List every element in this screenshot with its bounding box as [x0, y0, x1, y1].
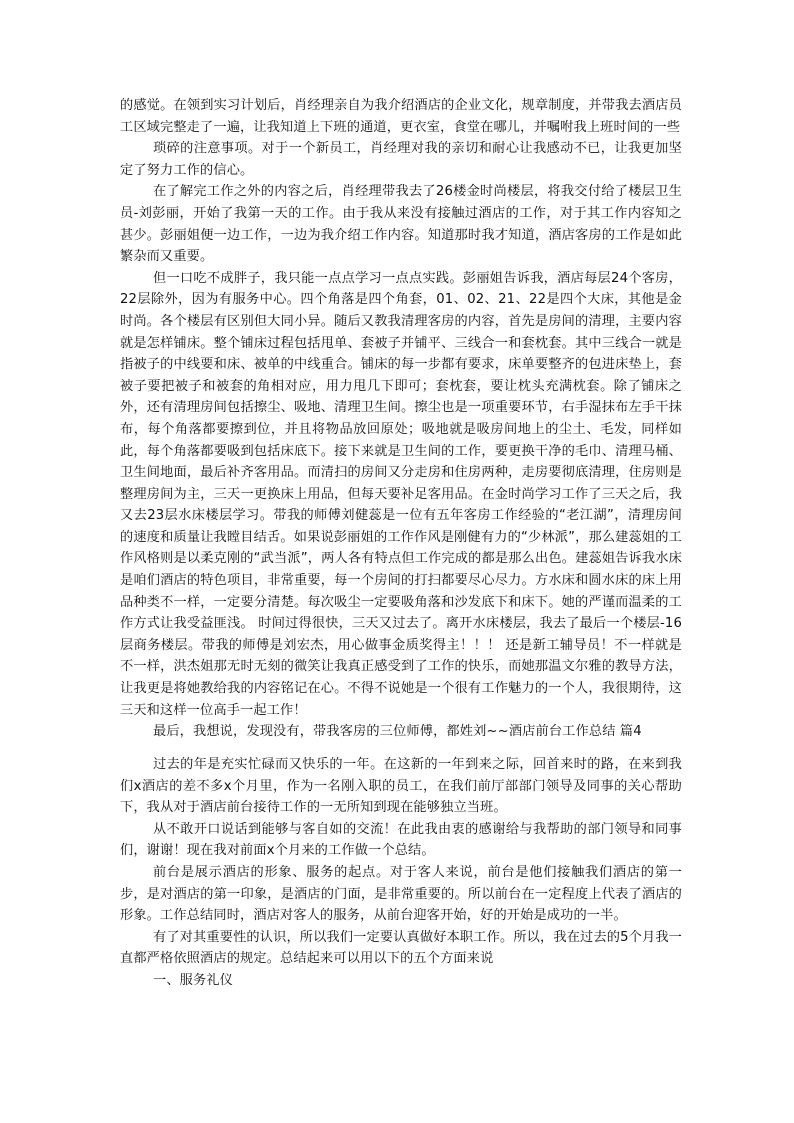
section-two — [120, 754, 682, 992]
section-heading: 一、服务礼仪 — [153, 972, 234, 988]
paragraph: 有了对其重要性的认识，所以我们一定要认真做好本职工作。所以，我在过去的5个月我一直都严格依照酒店的规定。总结起来可以用以下的五个方面来说 — [120, 929, 682, 967]
paragraph: 在了解完工作之外的内容之后，肖经理带我去了26楼金时尚楼层，将我交付给了楼层卫生员-刘彭丽，开始了我第一天的工作。由于我从来没有接触过酒店的工作，对于其工作内容知之甚少。彭丽姐便一边工作，一边为我介绍工作内容。知道那时我才知道，酒店客房的工作是如此繁杂而又重要。 — [120, 184, 682, 265]
paragraph: 从不敢开口说话到能够与客自如的交流！在此我由衷的感谢给与我帮助的部门领导和同事们，谢谢！现在我对前面x个月来的工作做一个总结。 — [120, 821, 682, 859]
paragraph: 前台是展示酒店的形象、服务的起点。对于客人来说，前台是他们接触我们酒店的第一步，是对酒店的第一印象，是酒店的门面，是非常重要的。所以前台在一定程度上代表了酒店的形象。工作总结同时，酒店对客人的服务，从前台迎客开始，好的开始是成功的一半。 — [120, 864, 682, 924]
paragraph: 过去的年是充实忙碌而又快乐的一年。在这新的一年到来之际，回首来时的路，在来到我们x酒店的差不多x个月里，作为一名刚入职的员工，在我们前厅部部门领导及同事的关心帮助下，我从对于酒店前台接待工作的一无所知到现在能够独立当班。 — [120, 757, 682, 816]
paragraph: 但一口吃不成胖子，我只能一点点学习一点点实践。彭丽姐告诉我，酒店每层24个客房，22层除外，因为有服务中心。四个角落是四个角套，01、02、21、22是四个大床，其他是金时尚。各个楼层有区别但大同小异。随后又教我清理客房的内容，首先是房间的清理，主要内容就是怎样铺床。整个铺床过程包括甩单、套被子并铺平、三线合一和套枕套。其中三线合一就是指被子的中线要和床、被单的中线重合。铺床的每一步都有要求，床单要整齐的包进床垫上，套被子要把被子和被套的角相对应，用力甩几下即可；套枕套，要让枕头充满枕套。除了铺床之外，还有清理房间包括擦尘、吸地、清理卫生间。擦尘也是一项重要环节，右手湿抹布左手干抹布，每个角落都要擦到位，并且将物品放回原处；吸地就是吸房间地上的尘土、毛发，同样如此，每个角落都要吸到包括床底下。接下来就是卫生间的工作，要更换干净的毛巾、清理马桶、卫生间地面，最后补齐客用品。而清扫的房间又分走房和住房两种，走房要彻底清理，住房则是整理房间为主，三天一更换床上用品，但每天要补足客用品。在金时尚学习工作了三天之后，我又去23层水床楼层学习。带我的师傅刘健蕊是一位有五年客房工作经验的“老江湖”，清理房间的速度和质量让我瞠目结舌。如果说彭丽姐的工作作风是刚健有力的“少林派”，那么建蕊姐的工作风格则是以柔克刚的“武当派”，两人各有特点但工作完成的都是那么出色。建蕊姐告诉我水床是咱们酒店的特色项目，非常重要，每一个房间的打扫都要尽心尽力。方水床和圆水床的床上用品种类不一样，一定要分清楚。每次吸尘一定要吸角落和沙发底下和床下。她的严谨而温柔的工作方式让我受益匪浅。 时间过得很快，三天又过去了。离开水床楼层，我去了最后一个楼层-16层商务楼层。带我的师傅是刘宏杰，用心做事金质奖得主！！！ 还是新工辅导员！不一样就是不一样，洪杰姐那无时无刻的微笑让我真正感受到了工作的快乐，而她那温文尔雅的教导方法，让我更是将她教给我的内容铭记在心。不得不说她是一个很有工作魅力的一个人，我很期待，这三天和这样一位高手一起工作！ — [120, 270, 682, 718]
section-one — [120, 95, 682, 743]
paragraph: 的感觉。在领到实习计划后，肖经理亲自为我介绍酒店的企业文化，规章制度，并带我去酒店员工区域完整走了一遍，让我知道上下班的通道，更衣室，食堂在哪儿，并嘱咐我上班时间的一些 — [120, 98, 682, 135]
paragraph: 最后，我想说，发现没有，带我客房的三位师傅，都姓刘~~酒店前台工作总结 篇4 — [153, 724, 642, 740]
paragraph: 琐碎的注意事项。对于一个新员工，肖经理对我的亲切和耐心让我感动不已，让我更加坚定了努力工作的信心。 — [120, 141, 682, 178]
